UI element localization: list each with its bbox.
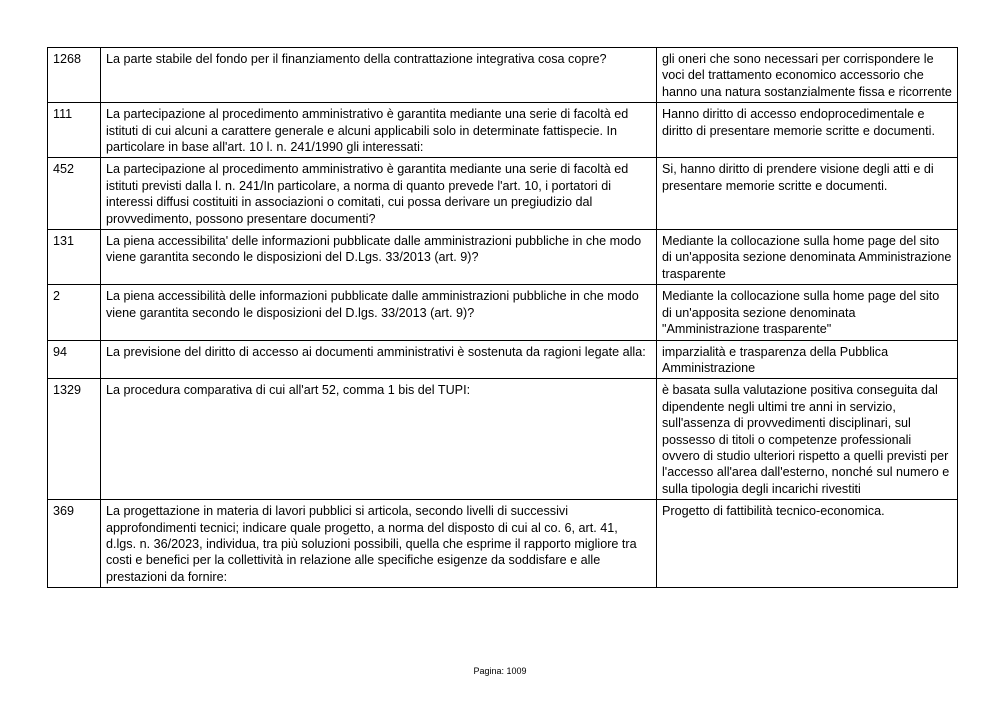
table-row <box>48 103 958 158</box>
answer-text: Mediante la collocazione sulla home page del sito di un'apposita sezione denominata Amministrazione trasparente <box>657 230 958 285</box>
question-id: 369 <box>48 500 101 588</box>
answer-text: imparzialità e trasparenza della Pubblica Amministrazione <box>657 340 958 379</box>
answer-text: Hanno diritto di accesso endoprocedimentale e diritto di presentare memorie scritte e documenti. <box>657 103 958 158</box>
question-text: La piena accessibilità delle informazioni pubblicate dalle amministrazioni pubbliche in che modo viene garantita secondo le disposizioni del D.lgs. 33/2013 (art. 9)? <box>101 285 657 340</box>
question-id: 1268 <box>48 48 101 103</box>
question-text: La previsione del diritto di accesso ai documenti amministrativi è sostenuta da ragioni legate alla: <box>101 340 657 379</box>
question-id: 1329 <box>48 379 101 500</box>
table-row <box>48 500 958 588</box>
question-answer-table <box>47 47 958 588</box>
question-text: La procedura comparativa di cui all'art 52, comma 1 bis del TUPI: <box>101 379 657 500</box>
answer-text: gli oneri che sono necessari per corrispondere le voci del trattamento economico accessorio che hanno una natura sostanzialmente fissa e ricorrente <box>657 48 958 103</box>
table-row <box>48 285 958 340</box>
table-row <box>48 48 958 103</box>
table-row <box>48 230 958 285</box>
question-id: 452 <box>48 158 101 230</box>
answer-text: Progetto di fattibilità tecnico-economica. <box>657 500 958 588</box>
table-body <box>48 48 958 588</box>
question-text: La parte stabile del fondo per il finanziamento della contrattazione integrativa cosa copre? <box>101 48 657 103</box>
answer-text: è basata sulla valutazione positiva conseguita dal dipendente negli ultimi tre anni in servizio, sull'assenza di provvedimenti disciplinari, sul possesso di titoli o competenze professionali ovvero di studio ulteriori rispetto a quelli previsti per l'accesso all'area dall'esterno, nonché sul numero e sulla tipologia degli incarichi rivestiti <box>657 379 958 500</box>
answer-text: Mediante la collocazione sulla home page del sito di un'apposita sezione denominata "Amministrazione trasparente" <box>657 285 958 340</box>
question-id: 131 <box>48 230 101 285</box>
question-text: La partecipazione al procedimento amministrativo è garantita mediante una serie di facoltà ed istituti previsti dalla l. n. 241/In particolare, a norma di quanto prevede l'art. 10, i portatori di interessi diffusi costituiti in associazioni o comitati, cui possa derivare un pregiudizio dal provvedimento, possono presentare documenti? <box>101 158 657 230</box>
question-id: 2 <box>48 285 101 340</box>
question-id: 94 <box>48 340 101 379</box>
question-text: La progettazione in materia di lavori pubblici si articola, secondo livelli di successivi approfondimenti tecnici; indicare quale progetto, a norma del disposto di cui al co. 6, art. 41, d.lgs. n. 36/2023, individua, tra più soluzioni possibili, quella che esprime il rapporto migliore tra costi e benefici per la collettività in relazione alle specifiche esigenze da soddisfare e alle prestazioni da fornire: <box>101 500 657 588</box>
table-row <box>48 379 958 500</box>
answer-text: Si, hanno diritto di prendere visione degli atti e di presentare memorie scritte e documenti. <box>657 158 958 230</box>
table-row <box>48 158 958 230</box>
table-row <box>48 340 958 379</box>
question-text: La piena accessibilita' delle informazioni pubblicate dalle amministrazioni pubbliche in che modo viene garantita secondo le disposizioni del D.Lgs. 33/2013 (art. 9)? <box>101 230 657 285</box>
question-text: La partecipazione al procedimento amministrativo è garantita mediante una serie di facoltà ed istituti di cui alcuni a carattere generale e alcuni applicabili solo in determinate fattispecie. In particolare in base all'art. 10 l. n. 241/1990 gli interessati: <box>101 103 657 158</box>
page-number-footer: Pagina: 1009 <box>473 666 527 676</box>
question-id: 111 <box>48 103 101 158</box>
